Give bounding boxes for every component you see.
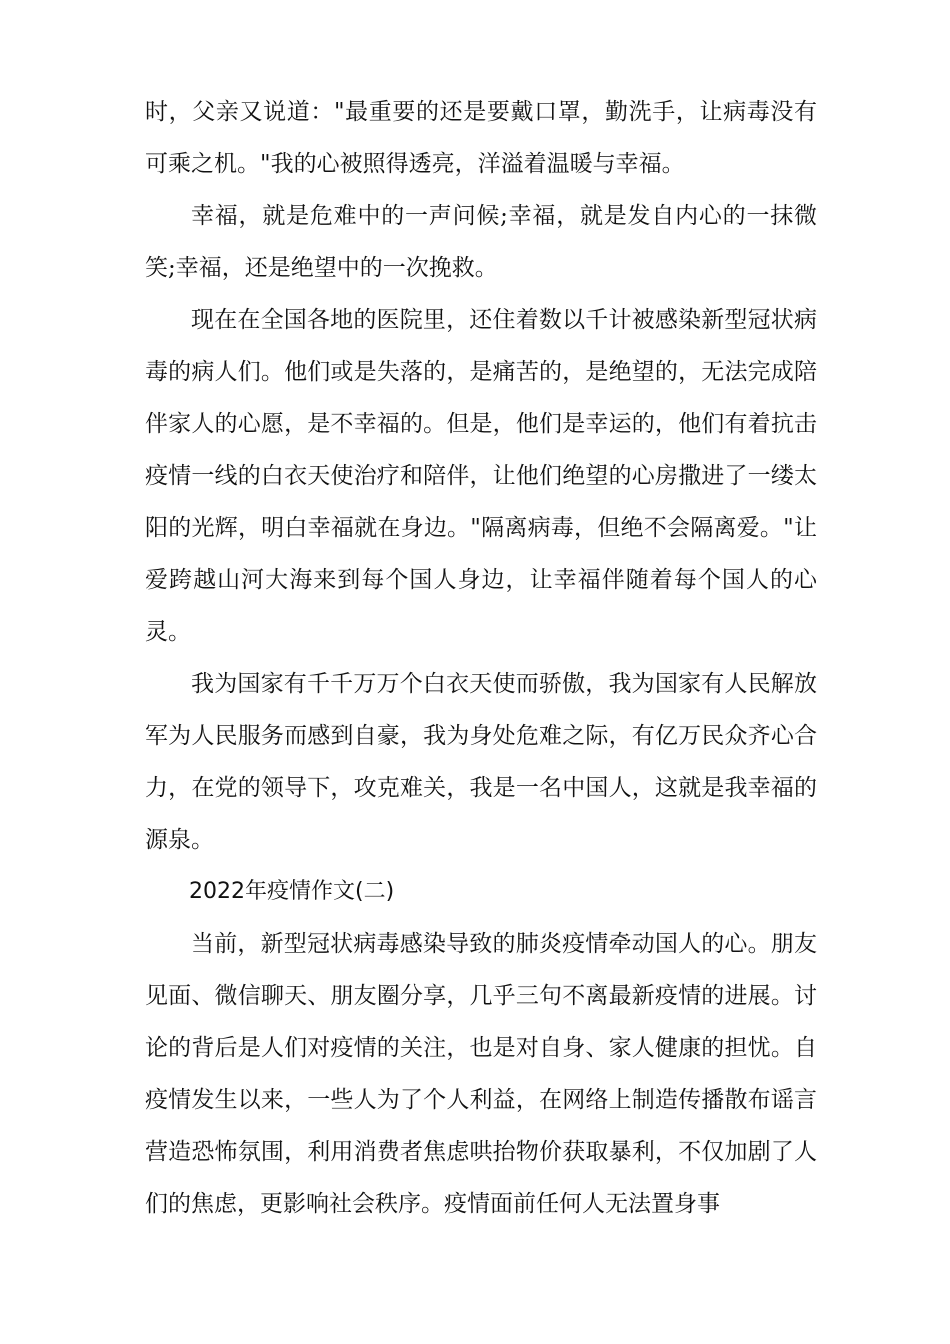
paragraph-continuation: 时，父亲又说道："最重要的还是要戴口罩，勤洗手，让病毒没有可乘之机。"我的心被照得透亮，洋溢着温暖与幸福。 — [145, 99, 817, 177]
paragraph-happiness-definition: 幸福，就是危难中的一声问候;幸福，就是发自内心的一抹微笑;幸福，还是绝望中的一次挽救。 — [145, 203, 817, 281]
section-heading-essay-two: 2022年疫情作文(二) — [189, 879, 395, 904]
paragraph-hospital-patients: 现在在全国各地的医院里，还住着数以千计被感染新型冠状病毒的病人们。他们或是失落的，是痛苦的，是绝望的，无法完成陪伴家人的心愿，是不幸福的。但是，他们是幸运的，他们有着抗击疫情一线的白衣天使治疗和陪伴，让他们绝望的心房撒进了一缕太阳的光辉，明白幸福就在身边。"隔离病毒，但绝不会隔离爱。"让爱跨越山河大海来到每个国人身边，让幸福伴随着每个国人的心灵。 — [145, 307, 817, 645]
document-body — [145, 86, 817, 1230]
paragraph-national-pride: 我为国家有千千万万个白衣天使而骄傲，我为国家有人民解放军为人民服务而感到自豪，我为身处危难之际，有亿万民众齐心合力，在党的领导下，攻克难关，我是一名中国人，这就是我幸福的源泉。 — [145, 671, 817, 853]
paragraph-epidemic-concern: 当前，新型冠状病毒感染导致的肺炎疫情牵动国人的心。朋友见面、微信聊天、朋友圈分享，几乎三句不离最新疫情的进展。讨论的背后是人们对疫情的关注，也是对自身、家人健康的担忧。自疫情发生以来，一些人为了个人利益，在网络上制造传播散布谣言营造恐怖氛围，利用消费者焦虑哄抬物价获取暴利，不仅加剧了人们的焦虑，更影响社会秩序。疫情面前任何人无法置身事 — [145, 931, 817, 1217]
